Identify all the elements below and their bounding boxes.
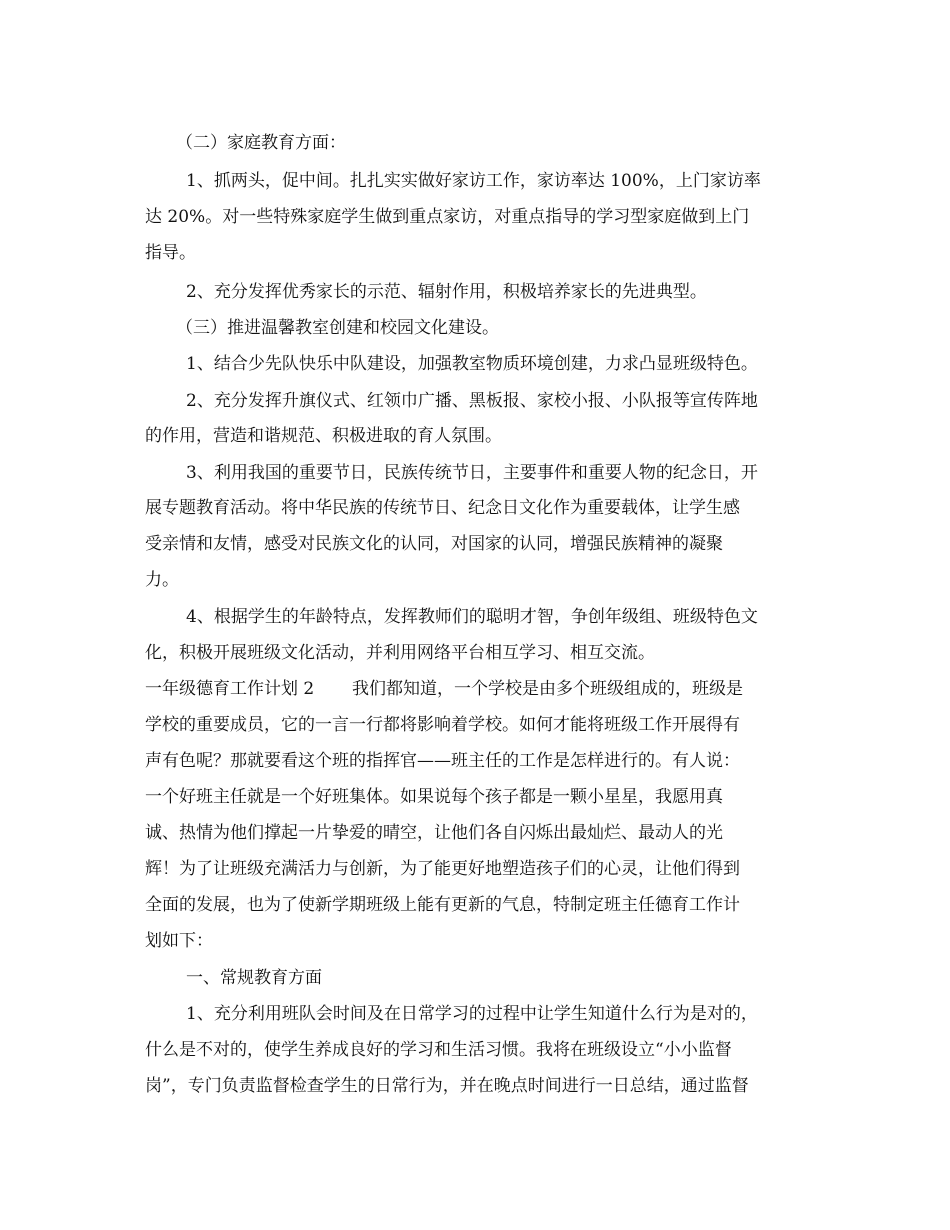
paragraph-line: 辉！为了让班级充满活力与创新，为了能更好地塑造孩子们的心灵，让他们得到	[145, 859, 740, 879]
paragraph-line: 2、充分发挥优秀家长的示范、辐射作用，积极培养家长的先进典型。	[186, 282, 707, 302]
paragraph-line: 学校的重要成员，它的一言一行都将影响着学校。如何才能将班级工作开展得有	[145, 715, 740, 735]
paragraph-line: 达 20%。对一些特殊家庭学生做到重点家访，对重点指导的学习型家庭做到上门	[145, 207, 750, 227]
paragraph-line: 4、根据学生的年龄特点，发挥教师们的聪明才智，争创年级组、班级特色文	[186, 607, 758, 627]
paragraph-line: 受亲情和友情，感受对民族文化的认同，对国家的认同，增强民族精神的凝聚	[145, 534, 723, 554]
paragraph-line: 诚、热情为他们撑起一片挚爱的晴空，让他们各自闪烁出最灿烂、最动人的光	[145, 823, 723, 843]
paragraph-line: 岗”，专门负责监督检查学生的日常行为，并在晚点时间进行一日总结，通过监督	[145, 1076, 749, 1096]
paragraph-line: 什么是不对的，使学生养成良好的学习和生活习惯。我将在班级设立“小小监督	[145, 1040, 732, 1060]
paragraph-line: 1、充分利用班队会时间及在日常学习的过程中让学生知道什么行为是对的，	[186, 1004, 758, 1024]
paragraph-line: 3、利用我国的重要节日，民族传统节日，主要事件和重要人物的纪念日，开	[186, 463, 758, 483]
paragraph-line: 一个好班主任就是一个好班集体。如果说每个孩子都是一颗小星星，我愿用真	[145, 787, 723, 807]
paragraph-line: 化，积极开展班级文化活动，并利用网络平台相互学习、相互交流。	[145, 643, 655, 663]
section-heading-warm-classroom: （三）推进温馨教室创建和校园文化建设。	[176, 318, 499, 338]
paragraph-line: 1、结合少先队快乐中队建设，加强教室物质环境创建，力求凸显班级特色。	[186, 354, 758, 374]
paragraph-line: 2、充分发挥升旗仪式、红领巾广播、黑板报、家校小报、小队报等宣传阵地	[186, 391, 758, 411]
paragraph-line: 的作用，营造和谐规范、积极进取的育人氛围。	[145, 426, 502, 446]
paragraph-line: 指导。	[145, 243, 196, 263]
paragraph-line: 力。	[145, 570, 179, 590]
section-heading-family-education: （二）家庭教育方面：	[176, 133, 346, 153]
paragraph-line: 全面的发展，也为了使新学期班级上能有更新的气息，特制定班主任德育工作计	[145, 895, 740, 915]
paragraph-line: 划如下：	[145, 931, 213, 951]
paragraph-line: 展专题教育活动。将中华民族的传统节日、纪念日文化作为重要载体，让学生感	[145, 498, 740, 518]
plan-title-line: 一年级德育工作计划 2 我们都知道，一个学校是由多个班级组成的，班级是	[145, 679, 744, 699]
paragraph-line: 声有色呢？那就要看这个班的指挥官——班主任的工作是怎样进行的。有人说：	[145, 751, 740, 771]
paragraph-line: 1、抓两头，促中间。扎扎实实做好家访工作，家访率达 100%，上门家访率	[186, 171, 761, 191]
section-heading-routine-education: 一、常规教育方面	[186, 968, 322, 988]
